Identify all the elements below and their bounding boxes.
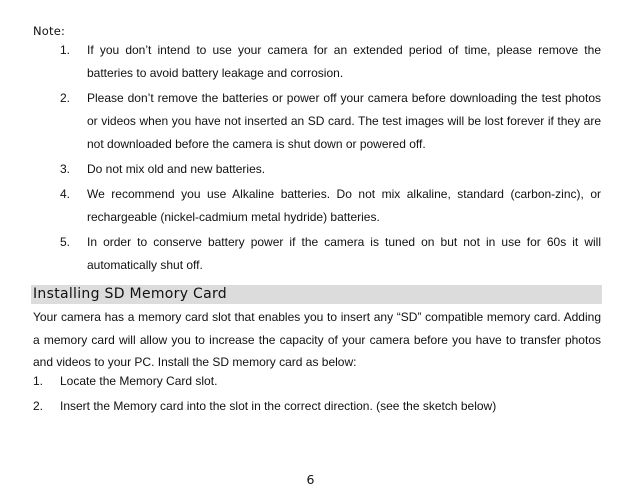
note-item: [33, 158, 601, 181]
install-step-number: 1.: [33, 374, 44, 388]
note-heading: Note:: [33, 24, 66, 38]
note-item-number: 3.: [60, 162, 71, 176]
install-step: [33, 395, 601, 418]
install-step-number: 2.: [33, 399, 44, 413]
note-item: [33, 39, 601, 85]
note-item-text: We recommend you use Alkaline batteries. Do not mix alkaline, standard (carbon-zinc), or rechargeable (nickel-cadmium metal hydride) batteries.: [87, 187, 601, 224]
section-title: Installing SD Memory Card: [33, 286, 227, 302]
note-item-text: In order to conserve battery power if the camera is tuned on but not in use for 60s it will automatically shut off.: [87, 235, 601, 272]
install-steps-list: [33, 370, 601, 420]
note-item: [33, 231, 601, 277]
install-step-text: Locate the Memory Card slot.: [60, 374, 218, 388]
note-item-number: 4.: [60, 187, 71, 201]
install-step: [33, 370, 601, 393]
note-item-number: 2.: [60, 91, 71, 105]
note-item: [33, 87, 601, 156]
note-item-text: If you don’t intend to use your camera for an extended period of time, please remove the batteries to avoid battery leakage and corrosion.: [87, 43, 601, 80]
install-step-text: Insert the Memory card into the slot in the correct direction. (see the sketch below): [60, 399, 497, 413]
note-item-number: 1.: [60, 43, 71, 57]
section-header-bar: [31, 285, 602, 304]
section-intro-paragraph: Your camera has a memory card slot that enables you to insert any “SD” compatible memory card. Adding a memory card will allow you to increase the capacity of your camera before you have to transfer photos and videos to your PC. Install the SD memory card as below:: [33, 310, 601, 369]
note-item-text: Do not mix old and new batteries.: [87, 162, 266, 176]
note-item: [33, 183, 601, 229]
page-number: 6: [306, 472, 315, 487]
note-item-number: 5.: [60, 235, 71, 249]
note-list: [33, 39, 601, 279]
note-item-text: Please don’t remove the batteries or power off your camera before downloading the test photos or videos when you have not inserted an SD card. The test images will be lost forever if they are not downloaded before the camera is shut down or powered off.: [87, 91, 601, 151]
